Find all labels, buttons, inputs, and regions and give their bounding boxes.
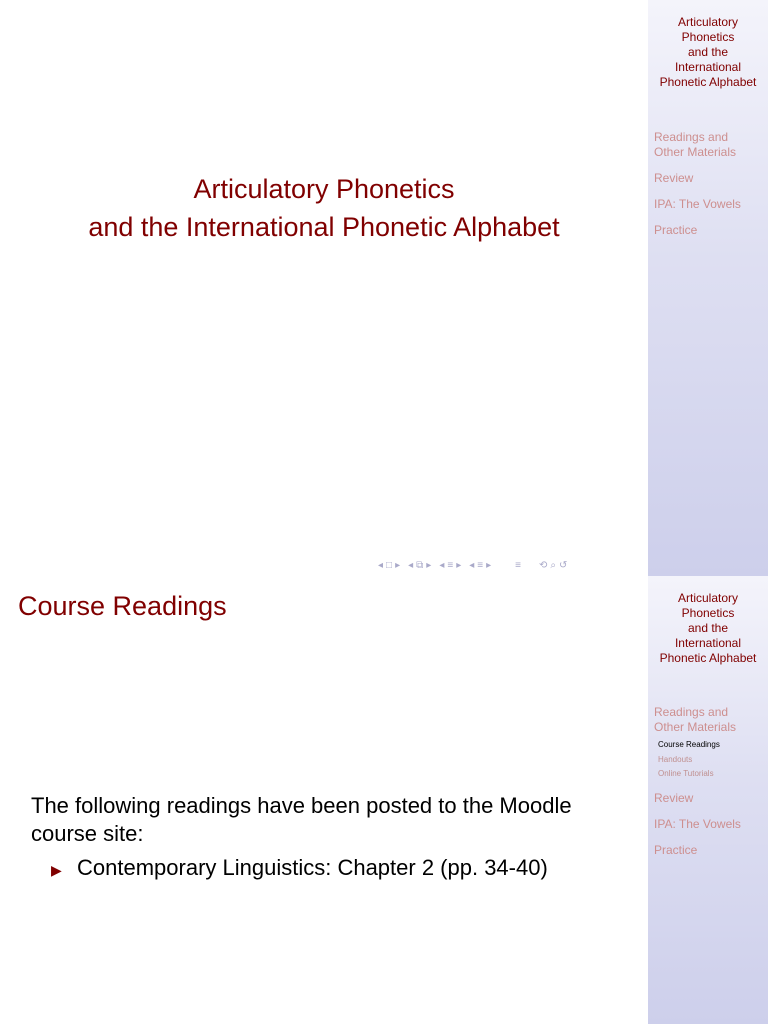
prev-section-icon[interactable]: ◂ — [469, 559, 475, 571]
next-frame-icon[interactable]: ▸ — [426, 559, 432, 571]
prev-slide-icon[interactable]: ◂ — [378, 559, 384, 571]
sidebar-item-review[interactable]: Review — [654, 171, 694, 185]
sidebar-nav — [654, 705, 766, 869]
sidebar-subitem-course-readings[interactable]: Course Readings — [658, 740, 720, 749]
bullet-text: Contemporary Linguistics: Chapter 2 (pp. 34-40) — [77, 855, 548, 880]
document-icon[interactable]: ≡ — [515, 559, 521, 571]
list-item — [51, 854, 631, 884]
beamer-navigation-bar — [378, 558, 644, 572]
sidebar-subsections — [654, 738, 766, 782]
sidebar-nav — [654, 130, 766, 249]
back-icon[interactable]: ⟲ — [538, 559, 548, 571]
next-subsection-icon[interactable]: ▸ — [456, 559, 462, 571]
sidebar-subitem-online-tutorials[interactable]: Online Tutorials — [658, 769, 714, 778]
intro-text: The following readings have been posted to the Moodle course site: — [31, 793, 572, 846]
sidebar-item-ipa-vowels[interactable]: IPA: The Vowels — [654, 197, 741, 211]
search-icon[interactable]: ⌕ — [550, 559, 556, 571]
page-title: Articulatory Phonetics and the International Phonetic Alphabet — [88, 174, 560, 242]
sidebar-title[interactable]: Articulatory Phonetics and the International Phonetic Alphabet — [659, 591, 757, 665]
sidebar-item-review[interactable]: Review — [654, 790, 694, 805]
slide-icon[interactable]: □ — [386, 559, 393, 571]
next-section-icon[interactable]: ▸ — [486, 559, 492, 571]
sidebar-item-practice[interactable]: Practice — [654, 223, 698, 237]
sidebar-item-readings[interactable]: Readings and Other Materials — [654, 705, 737, 734]
next-slide-icon[interactable]: ▸ — [395, 559, 401, 571]
sidebar-item-practice[interactable]: Practice — [654, 842, 698, 857]
forward-icon[interactable]: ↺ — [558, 559, 568, 571]
prev-frame-icon[interactable]: ◂ — [408, 559, 414, 571]
triangle-bullet-icon: ▶ — [51, 862, 62, 878]
subsection-icon[interactable]: ≡ — [447, 559, 454, 571]
slide-body — [31, 792, 631, 884]
section-icon[interactable]: ≡ — [477, 559, 484, 571]
sidebar — [648, 0, 768, 576]
prev-subsection-icon[interactable]: ◂ — [439, 559, 445, 571]
slide-course-readings — [0, 576, 768, 1024]
sidebar-title[interactable]: Articulatory Phonetics and the International Phonetic Alphabet — [659, 15, 757, 89]
frame-title: Course Readings — [18, 591, 227, 621]
sidebar-item-readings[interactable]: Readings and Other Materials — [654, 130, 737, 159]
sidebar-subitem-handouts[interactable]: Handouts — [658, 754, 693, 764]
sidebar-item-ipa-vowels[interactable]: IPA: The Vowels — [654, 816, 741, 831]
frame-icon[interactable]: ⧉ — [416, 559, 424, 571]
sidebar — [648, 576, 768, 1024]
